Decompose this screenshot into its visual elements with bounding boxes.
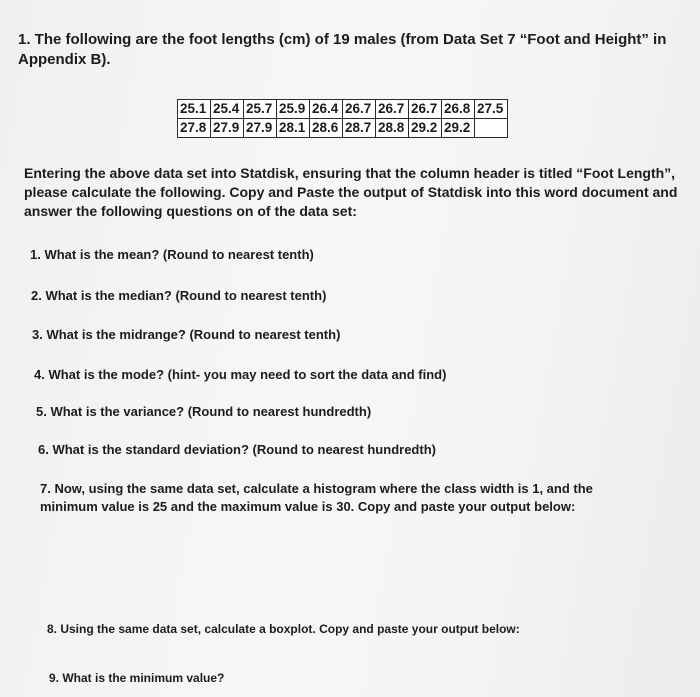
table-cell: 28.7 [343,119,376,138]
table-cell: 26.8 [442,100,475,119]
question-mean: 1. What is the mean? (Round to nearest tenth) [30,247,314,262]
question-variance: 5. What is the variance? (Round to nearest hundredth) [36,404,372,419]
question-boxplot: 8. Using the same data set, calculate a boxplot. Copy and paste your output below: [47,622,520,636]
table-cell: 28.8 [376,119,409,138]
foot-length-table [177,99,508,138]
question-mode: 4. What is the mode? (hint- you may need to sort the data and find) [34,367,447,382]
table-cell: 25.7 [244,100,277,119]
problem-intro: 1. The following are the foot lengths (cm) of 19 males (from Data Set 7 “Foot and Height” in Appendix B). [18,31,667,68]
table-cell: 27.5 [475,100,508,119]
table-cell: 29.2 [442,119,475,138]
table-cell: 28.6 [310,119,343,138]
table-cell: 26.4 [310,100,343,119]
table-cell: 26.7 [376,100,409,119]
table-cell: 25.4 [211,100,244,119]
table-row [178,119,508,138]
table-cell: 25.1 [178,100,211,119]
table-cell: 26.7 [343,100,376,119]
table-row [178,100,508,119]
question-standard-deviation: 6. What is the standard deviation? (Round to nearest hundredth) [38,442,436,457]
question-midrange: 3. What is the midrange? (Round to nearest tenth) [32,327,341,342]
table-cell: 27.8 [178,119,211,138]
question-histogram: 7. Now, using the same data set, calculate a histogram where the class width is 1, and the minimum value is 25 and the maximum value is 30. Copy and paste your output below: [40,481,593,514]
table-cell-empty [475,119,508,138]
table-cell: 28.1 [277,119,310,138]
table-cell: 27.9 [211,119,244,138]
table-cell: 27.9 [244,119,277,138]
instructions-paragraph: Entering the above data set into Statdisk, ensuring that the column header is titled “Foot Length”, please calculate the following. Copy and Paste the output of Statdisk into this word document and answer the following questions on of the data set: [24,165,678,219]
question-median: 2. What is the median? (Round to nearest tenth) [31,288,327,303]
question-minimum: 9. What is the minimum value? [49,671,225,685]
table-cell: 26.7 [409,100,442,119]
table-cell: 25.9 [277,100,310,119]
table-cell: 29.2 [409,119,442,138]
